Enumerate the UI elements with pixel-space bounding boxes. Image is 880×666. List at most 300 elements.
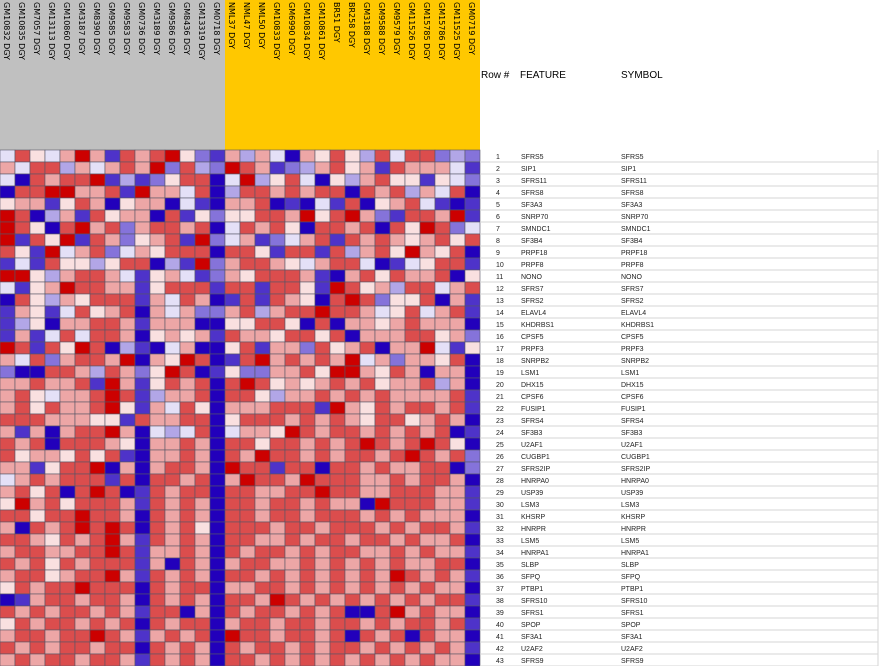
heatmap-cell <box>240 270 255 282</box>
heatmap-cell <box>285 474 300 486</box>
heatmap-cell <box>435 306 450 318</box>
heatmap-cell <box>435 390 450 402</box>
heatmap-cell <box>240 210 255 222</box>
heatmap-cell <box>240 414 255 426</box>
heatmap-cell <box>180 546 195 558</box>
heatmap-cell <box>360 330 375 342</box>
heatmap-cell <box>405 462 420 474</box>
heatmap-cell <box>435 162 450 174</box>
heatmap-cell <box>150 450 165 462</box>
heatmap-cell <box>240 486 255 498</box>
heatmap-cell <box>330 282 345 294</box>
heatmap-cell <box>30 210 45 222</box>
heatmap-cell <box>225 558 240 570</box>
heatmap-cell <box>330 342 345 354</box>
heatmap-cell <box>255 222 270 234</box>
heatmap-cell <box>0 450 15 462</box>
heatmap-cell <box>465 282 480 294</box>
heatmap-cell <box>330 390 345 402</box>
heatmap-cell <box>285 546 300 558</box>
heatmap-cell <box>345 282 360 294</box>
heatmap-cell <box>330 594 345 606</box>
heatmap-cell <box>360 258 375 270</box>
heatmap-cell <box>180 450 195 462</box>
heatmap-cell <box>210 318 225 330</box>
heatmap-cell <box>270 606 285 618</box>
heatmap-cell <box>195 654 210 666</box>
heatmap-cell <box>270 654 285 666</box>
heatmap-cell <box>180 426 195 438</box>
heatmap-cell <box>360 606 375 618</box>
heatmap-cell <box>210 270 225 282</box>
heatmap-cell <box>210 222 225 234</box>
heatmap-cell <box>375 558 390 570</box>
heatmap-cell <box>255 282 270 294</box>
heatmap-cell <box>150 510 165 522</box>
heatmap-cell <box>225 414 240 426</box>
heatmap-cell <box>240 606 255 618</box>
heatmap-cell <box>270 486 285 498</box>
heatmap-cell <box>420 174 435 186</box>
heatmap-cell <box>255 234 270 246</box>
heatmap-cell <box>420 570 435 582</box>
heatmap-cell <box>105 498 120 510</box>
row-symbol: PRPF3 <box>621 346 644 353</box>
heatmap-cell <box>360 162 375 174</box>
heatmap-cell <box>360 294 375 306</box>
heatmap-cell <box>15 450 30 462</box>
heatmap-cell <box>270 594 285 606</box>
heatmap-cell <box>105 306 120 318</box>
heatmap-cell <box>75 198 90 210</box>
heatmap-cell <box>285 198 300 210</box>
heatmap-cell <box>120 282 135 294</box>
heatmap-cell <box>225 222 240 234</box>
heatmap-cell <box>420 234 435 246</box>
heatmap-cell <box>120 558 135 570</box>
heatmap-cell <box>285 378 300 390</box>
heatmap-cell <box>390 342 405 354</box>
heatmap-cell <box>135 414 150 426</box>
heatmap-cell <box>285 222 300 234</box>
heatmap-cell <box>165 210 180 222</box>
heatmap-cell <box>390 186 405 198</box>
heatmap-cell <box>135 390 150 402</box>
heatmap-cell <box>420 210 435 222</box>
heatmap-cell <box>195 594 210 606</box>
heatmap-cell <box>315 438 330 450</box>
heatmap-cell <box>135 234 150 246</box>
column-label: BR51 DGY <box>332 2 341 43</box>
heatmap-cell <box>450 450 465 462</box>
heatmap-cell <box>150 570 165 582</box>
heatmap-cell <box>450 366 465 378</box>
heatmap-cell <box>105 450 120 462</box>
heatmap-cell <box>195 630 210 642</box>
heatmap-cell <box>450 306 465 318</box>
heatmap-cell <box>75 174 90 186</box>
heatmap-cell <box>0 606 15 618</box>
heatmap-cell <box>285 438 300 450</box>
heatmap-cell <box>90 234 105 246</box>
heatmap-cell <box>405 402 420 414</box>
heatmap-cell <box>60 282 75 294</box>
heatmap-cell <box>285 414 300 426</box>
heatmap-cell <box>315 150 330 162</box>
heatmap-cell <box>120 606 135 618</box>
heatmap-cell <box>210 426 225 438</box>
heatmap-cell <box>435 378 450 390</box>
heatmap-cell <box>255 486 270 498</box>
heatmap-cell <box>300 426 315 438</box>
heatmap-cell <box>195 426 210 438</box>
heatmap-cell <box>240 642 255 654</box>
heatmap-cell <box>270 282 285 294</box>
heatmap-cell <box>330 174 345 186</box>
row-number: 38 <box>496 598 504 605</box>
heatmap-cell <box>60 270 75 282</box>
heatmap-cell <box>390 630 405 642</box>
heatmap-cell <box>360 234 375 246</box>
heatmap-cell <box>255 258 270 270</box>
heatmap-cell <box>225 570 240 582</box>
heatmap-cell <box>105 510 120 522</box>
heatmap-cell <box>360 378 375 390</box>
heatmap-cell <box>195 438 210 450</box>
heatmap-cell <box>465 498 480 510</box>
row-number: 41 <box>496 634 504 641</box>
heatmap-cell <box>45 654 60 666</box>
row-number: 33 <box>496 538 504 545</box>
heatmap-cell <box>15 378 30 390</box>
heatmap-cell <box>285 642 300 654</box>
heatmap-cell <box>285 570 300 582</box>
heatmap-cell <box>0 198 15 210</box>
heatmap-cell <box>105 198 120 210</box>
heatmap-cell <box>270 510 285 522</box>
heatmap-cell <box>75 438 90 450</box>
heatmap-cell <box>60 426 75 438</box>
heatmap-cell <box>375 162 390 174</box>
heatmap-cell <box>255 162 270 174</box>
heatmap-cell <box>300 438 315 450</box>
heatmap-cell <box>435 486 450 498</box>
heatmap-cell <box>285 498 300 510</box>
heatmap-cell <box>240 234 255 246</box>
heatmap-cell <box>450 150 465 162</box>
heatmap-cell <box>270 474 285 486</box>
heatmap-cell <box>225 342 240 354</box>
heatmap-cell <box>75 258 90 270</box>
heatmap-cell <box>465 258 480 270</box>
heatmap-cell <box>90 426 105 438</box>
heatmap-cell <box>300 198 315 210</box>
heatmap-cell <box>135 186 150 198</box>
heatmap-cell <box>165 654 180 666</box>
heatmap-cell <box>300 630 315 642</box>
heatmap-cell <box>165 306 180 318</box>
heatmap-cell <box>90 378 105 390</box>
heatmap-cell <box>90 174 105 186</box>
row-feature: SFRS11 <box>521 178 547 185</box>
heatmap-cell <box>405 498 420 510</box>
heatmap-cell <box>360 498 375 510</box>
heatmap-cell <box>390 390 405 402</box>
row-number: 17 <box>496 346 504 353</box>
heatmap-cell <box>300 570 315 582</box>
heatmap-cell <box>195 486 210 498</box>
heatmap-cell <box>390 294 405 306</box>
heatmap-cell <box>420 402 435 414</box>
heatmap-cell <box>15 390 30 402</box>
heatmap-cell <box>60 438 75 450</box>
heatmap-cell <box>15 570 30 582</box>
heatmap-cell <box>210 150 225 162</box>
heatmap-cell <box>405 234 420 246</box>
heatmap-cell <box>465 654 480 666</box>
heatmap-cell <box>270 630 285 642</box>
row-number: 19 <box>496 370 504 377</box>
heatmap-cell <box>15 366 30 378</box>
heatmap-cell <box>165 366 180 378</box>
heatmap-cell <box>30 378 45 390</box>
heatmap-cell <box>465 246 480 258</box>
heatmap-cell <box>90 294 105 306</box>
row-feature: PTBP1 <box>521 586 544 593</box>
row-number: 11 <box>496 274 504 281</box>
heatmap-cell <box>15 318 30 330</box>
row-feature: SF3B4 <box>521 238 543 245</box>
heatmap-cell <box>90 402 105 414</box>
heatmap-cell <box>45 582 60 594</box>
heatmap-cell <box>450 210 465 222</box>
heatmap-cell <box>315 522 330 534</box>
heatmap-cell <box>315 246 330 258</box>
heatmap-cell <box>285 150 300 162</box>
heatmap-cell <box>195 642 210 654</box>
heatmap-cell <box>420 462 435 474</box>
heatmap-cell <box>45 210 60 222</box>
heatmap-cell <box>75 318 90 330</box>
heatmap-cell <box>255 342 270 354</box>
heatmap-cell <box>435 354 450 366</box>
heatmap-cell <box>450 162 465 174</box>
heatmap-cell <box>225 582 240 594</box>
heatmap-cell <box>450 378 465 390</box>
heatmap-cell <box>60 234 75 246</box>
heatmap-cell <box>225 282 240 294</box>
heatmap-cell <box>330 522 345 534</box>
heatmap-cell <box>210 282 225 294</box>
heatmap-cell <box>405 198 420 210</box>
heatmap-cell <box>375 498 390 510</box>
heatmap-cell <box>60 582 75 594</box>
heatmap-cell <box>45 342 60 354</box>
heatmap-cell <box>210 378 225 390</box>
heatmap-cell <box>180 474 195 486</box>
heatmap-cell <box>405 222 420 234</box>
heatmap-cell <box>0 294 15 306</box>
row-symbol: PTBP1 <box>621 586 644 593</box>
heatmap-cell <box>270 534 285 546</box>
heatmap-cell <box>75 294 90 306</box>
heatmap-cell <box>135 630 150 642</box>
heatmap-cell <box>285 282 300 294</box>
heatmap-cell <box>240 390 255 402</box>
heatmap-cell <box>150 474 165 486</box>
heatmap-cell <box>0 438 15 450</box>
heatmap-cell <box>0 150 15 162</box>
heatmap-cell <box>405 378 420 390</box>
heatmap-cell <box>465 306 480 318</box>
heatmap-cell <box>330 546 345 558</box>
heatmap-cell <box>450 258 465 270</box>
heatmap-cell <box>120 318 135 330</box>
heatmap-cell <box>225 306 240 318</box>
heatmap-cell <box>180 438 195 450</box>
heatmap-cell <box>360 486 375 498</box>
heatmap-cell <box>30 342 45 354</box>
heatmap-cell <box>465 594 480 606</box>
heatmap-cell <box>345 390 360 402</box>
row-symbol: SFRS11 <box>621 178 647 185</box>
heatmap-cell <box>390 462 405 474</box>
row-symbol: SMNDC1 <box>621 226 651 233</box>
row-symbol: SLBP <box>621 562 639 569</box>
heatmap-cell <box>285 294 300 306</box>
row-feature: PRPF3 <box>521 346 544 353</box>
row-number: 13 <box>496 298 504 305</box>
heatmap-cell <box>195 162 210 174</box>
heatmap-cell <box>195 534 210 546</box>
heatmap-cell <box>135 210 150 222</box>
heatmap-cell <box>255 522 270 534</box>
heatmap-cell <box>165 330 180 342</box>
heatmap-cell <box>30 198 45 210</box>
heatmap-cell <box>105 162 120 174</box>
heatmap-cell <box>300 402 315 414</box>
row-feature: U2AF2 <box>521 646 543 653</box>
column-label: GM10834 DGY <box>302 2 311 60</box>
heatmap-cell <box>105 522 120 534</box>
heatmap-cell <box>375 450 390 462</box>
heatmap-cell <box>75 486 90 498</box>
heatmap-cell <box>270 186 285 198</box>
heatmap-cell <box>315 402 330 414</box>
heatmap-cell <box>360 534 375 546</box>
heatmap-cell <box>150 438 165 450</box>
heatmap-cell <box>45 234 60 246</box>
heatmap-cell <box>210 642 225 654</box>
heatmap-cell <box>345 534 360 546</box>
heatmap-cell <box>225 402 240 414</box>
heatmap-cell <box>465 618 480 630</box>
heatmap-cell <box>375 606 390 618</box>
heatmap-cell <box>60 534 75 546</box>
heatmap-cell <box>165 294 180 306</box>
heatmap-cell <box>360 210 375 222</box>
heatmap-cell <box>270 570 285 582</box>
heatmap-cell <box>0 414 15 426</box>
heatmap-cell <box>120 246 135 258</box>
heatmap-cell <box>360 342 375 354</box>
heatmap-cell <box>345 174 360 186</box>
heatmap-cell <box>180 270 195 282</box>
heatmap-cell <box>90 534 105 546</box>
heatmap-cell <box>165 258 180 270</box>
heatmap-cell <box>255 546 270 558</box>
heatmap-cell <box>315 198 330 210</box>
heatmap-cell <box>285 402 300 414</box>
heatmap-cell <box>330 618 345 630</box>
heatmap-cell <box>225 210 240 222</box>
heatmap-cell <box>405 618 420 630</box>
heatmap-cell <box>315 270 330 282</box>
heatmap-cell <box>60 606 75 618</box>
heatmap-cell <box>15 498 30 510</box>
heatmap-cell <box>0 534 15 546</box>
heatmap-cell <box>390 282 405 294</box>
heatmap-cell <box>345 498 360 510</box>
heatmap-cell <box>300 462 315 474</box>
heatmap-cell <box>285 390 300 402</box>
heatmap-cell <box>435 330 450 342</box>
heatmap-cell <box>15 210 30 222</box>
heatmap-cell <box>390 546 405 558</box>
heatmap-cell <box>210 570 225 582</box>
heatmap-cell <box>195 414 210 426</box>
heatmap-cell <box>315 162 330 174</box>
heatmap-cell <box>45 522 60 534</box>
heatmap-cell <box>315 630 330 642</box>
heatmap-cell <box>150 654 165 666</box>
heatmap-cells <box>0 150 480 666</box>
heatmap-cell <box>120 330 135 342</box>
row-feature: CUGBP1 <box>521 454 550 461</box>
heatmap-cell <box>285 606 300 618</box>
heatmap-cell <box>345 438 360 450</box>
heatmap-cell <box>375 330 390 342</box>
heatmap-cell <box>195 234 210 246</box>
row-symbol: ELAVL4 <box>621 310 647 317</box>
heatmap-cell <box>270 438 285 450</box>
heatmap-cell <box>105 630 120 642</box>
column-label: GM3189 DGY <box>152 2 161 55</box>
heatmap-cell <box>165 486 180 498</box>
heatmap-cell <box>360 558 375 570</box>
heatmap-cell <box>405 558 420 570</box>
heatmap-cell <box>435 438 450 450</box>
column-label: GM8390 DGY <box>92 2 101 55</box>
heatmap-cell <box>330 246 345 258</box>
heatmap-cell <box>135 294 150 306</box>
heatmap-cell <box>0 582 15 594</box>
row-symbol: PRPF8 <box>621 262 644 269</box>
heatmap-cell <box>465 198 480 210</box>
heatmap-cell <box>465 186 480 198</box>
heatmap-cell <box>105 594 120 606</box>
heatmap-cell <box>255 150 270 162</box>
heatmap-cell <box>225 474 240 486</box>
heatmap-cell <box>375 546 390 558</box>
heatmap-cell <box>135 570 150 582</box>
heatmap-cell <box>435 342 450 354</box>
heatmap-cell <box>150 174 165 186</box>
heatmap-cell <box>255 450 270 462</box>
heatmap-cell <box>360 546 375 558</box>
column-label: GM0718 DGY <box>212 2 221 55</box>
heatmap-cell <box>105 546 120 558</box>
